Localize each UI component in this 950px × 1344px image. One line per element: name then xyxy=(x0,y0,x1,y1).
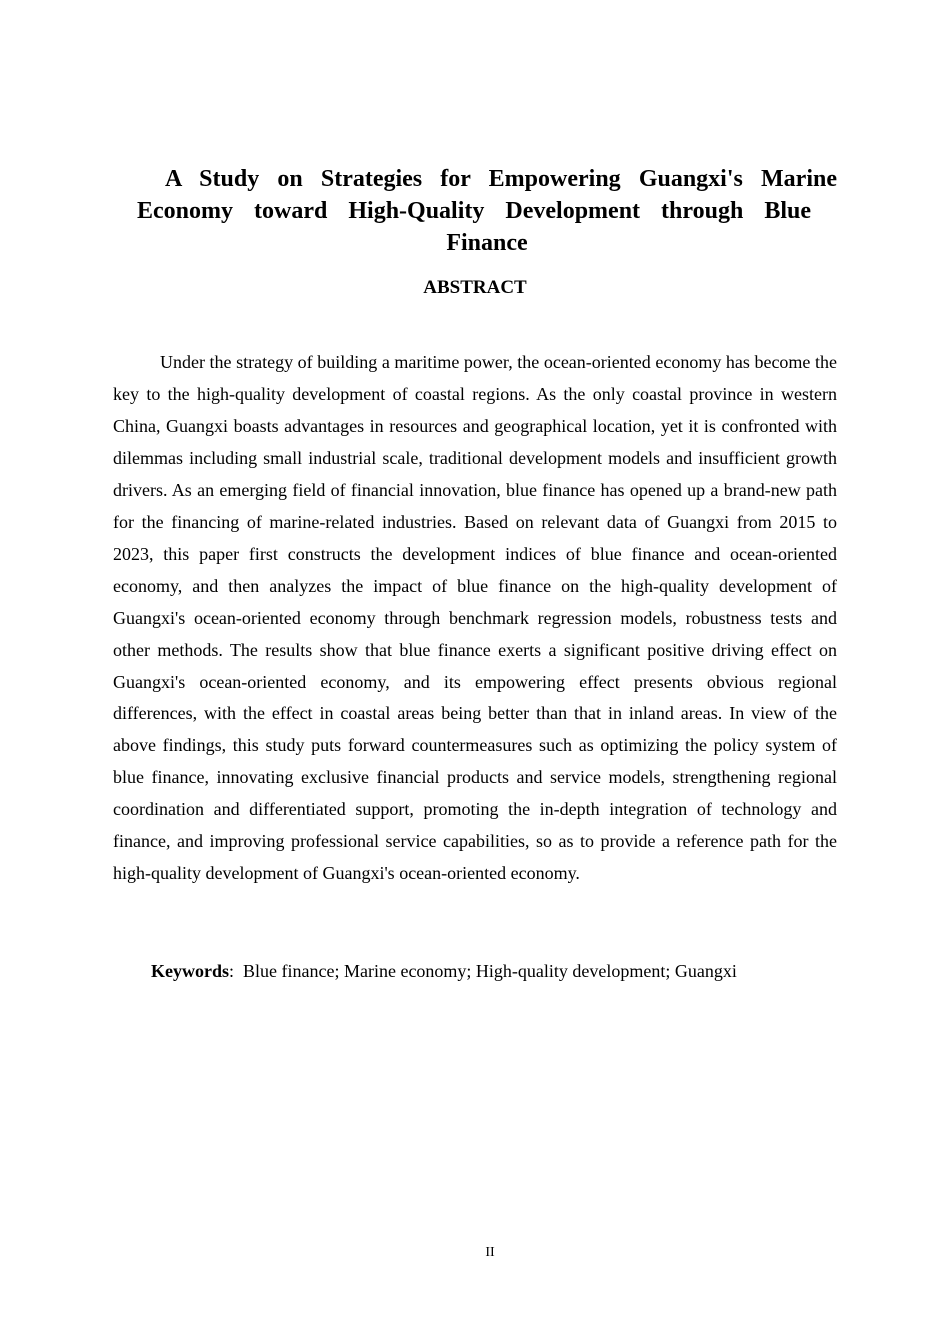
keywords-text: Blue finance; Marine economy; High-quality development; Guangxi xyxy=(243,961,737,981)
keywords-line xyxy=(151,956,851,986)
page-number: II xyxy=(485,1245,495,1260)
keywords-label: Keywords xyxy=(151,961,229,981)
paper-title-line-1: A Study on Strategies for Empowering Guangxi's Marine xyxy=(165,166,837,192)
paper-title xyxy=(137,163,837,259)
keywords-separator: : xyxy=(229,961,235,981)
paper-title-line-3: Finance xyxy=(446,230,528,256)
abstract-heading: ABSTRACT xyxy=(423,277,527,298)
paper-title-line-2: Economy toward High-Quality Development through Blue xyxy=(137,198,811,224)
abstract-paragraph: Under the strategy of building a maritime power, the ocean-oriented economy has become the key to the high-quality development of coastal regions. As the only coastal province in western China, Guangxi boasts advantages in resources and geographical location, yet it is confronted with dilemmas including small industrial scale, traditional development models and insufficient growth drivers. As an emerging field of financial innovation, blue finance has opened up a brand-new path for the financing of marine-related industries. Based on relevant data of Guangxi from 2015 to 2023, this paper first constructs the development indices of blue finance and ocean-oriented economy, and then analyzes the impact of blue finance on the high-quality development of Guangxi's ocean-oriented economy through benchmark regression models, robustness tests and other methods. The results show that blue finance exerts a significant positive driving effect on Guangxi's ocean-oriented economy, and its empowering effect presents obvious regional differences, with the effect in coastal areas being better than that in inland areas. In view of the above findings, this study puts forward countermeasures such as optimizing the policy system of blue finance, innovating exclusive financial products and service models, strengthening regional coordination and differentiated support, promoting the in-depth integration of technology and finance, and improving professional service capabilities, so as to provide a reference path for the high-quality development of Guangxi's ocean-oriented economy. xyxy=(113,352,837,884)
